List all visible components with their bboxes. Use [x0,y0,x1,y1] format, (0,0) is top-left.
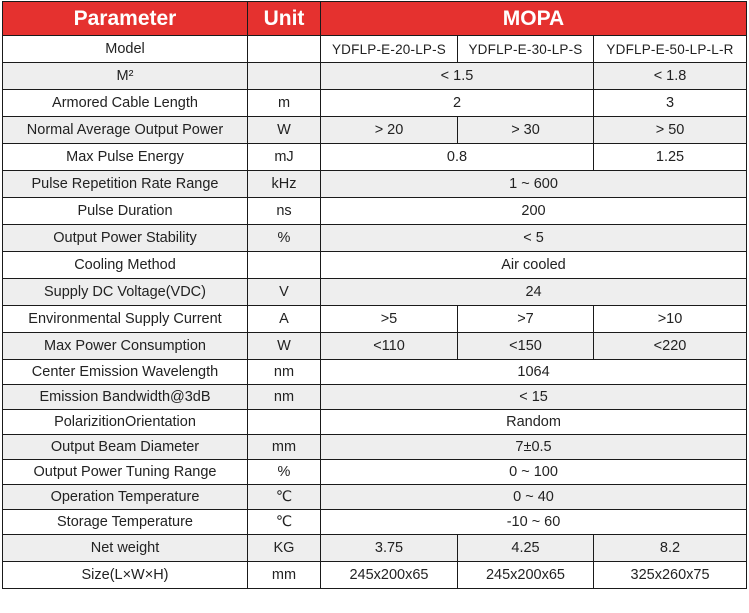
unit-cell: W [248,333,321,360]
unit-cell [248,36,321,63]
unit-cell: KG [248,535,321,562]
unit-cell: ℃ [248,485,321,510]
parameter-cell: Environmental Supply Current [3,306,248,333]
unit-cell: mm [248,562,321,589]
table-row [3,333,747,360]
unit-cell: % [248,460,321,485]
parameter-cell: Net weight [3,535,248,562]
value-cell: < 1.5 [321,63,594,90]
value-cell: 4.25 [458,535,594,562]
parameter-cell: Center Emission Wavelength [3,360,248,385]
parameter-cell: Max Power Consumption [3,333,248,360]
table-row [3,306,747,333]
unit-cell [248,63,321,90]
header-row [3,2,747,36]
parameter-cell: Storage Temperature [3,510,248,535]
value-cell: 3.75 [321,535,458,562]
unit-cell: ns [248,198,321,225]
unit-cell [248,252,321,279]
value-cell: -10 ~ 60 [321,510,747,535]
table-row [3,485,747,510]
table-row [3,435,747,460]
parameter-cell: Armored Cable Length [3,90,248,117]
value-cell: YDFLP-E-20-LP-S [321,36,458,63]
parameter-cell: Output Power Stability [3,225,248,252]
value-cell: Air cooled [321,252,747,279]
table-row [3,90,747,117]
parameter-cell: Pulse Duration [3,198,248,225]
value-cell: > 50 [594,117,747,144]
value-cell: 0 ~ 40 [321,485,747,510]
table-row [3,36,747,63]
parameter-cell: Cooling Method [3,252,248,279]
table-row [3,535,747,562]
header-unit: Unit [248,2,321,36]
parameter-cell: Normal Average Output Power [3,117,248,144]
unit-cell: % [248,225,321,252]
value-cell: < 5 [321,225,747,252]
table-row [3,63,747,90]
table-row [3,171,747,198]
value-cell: <150 [458,333,594,360]
value-cell: 1 ~ 600 [321,171,747,198]
unit-cell: A [248,306,321,333]
parameter-cell: M² [3,63,248,90]
header-parameter: Parameter [3,2,248,36]
value-cell: 0 ~ 100 [321,460,747,485]
table-row [3,562,747,589]
value-cell: >7 [458,306,594,333]
value-cell: YDFLP-E-30-LP-S [458,36,594,63]
value-cell: 1.25 [594,144,747,171]
value-cell: > 20 [321,117,458,144]
parameter-cell: Operation Temperature [3,485,248,510]
value-cell: < 15 [321,385,747,410]
value-cell: Random [321,410,747,435]
table-row [3,460,747,485]
value-cell: 245x200x65 [321,562,458,589]
unit-cell: m [248,90,321,117]
value-cell: 24 [321,279,747,306]
parameter-cell: Pulse Repetition Rate Range [3,171,248,198]
value-cell: > 30 [458,117,594,144]
parameter-cell: Size(L×W×H) [3,562,248,589]
unit-cell: V [248,279,321,306]
value-cell: >5 [321,306,458,333]
value-cell: 2 [321,90,594,117]
value-cell: <110 [321,333,458,360]
value-cell: 200 [321,198,747,225]
table-row [3,144,747,171]
table-row [3,252,747,279]
parameter-cell: PolarizitionOrientation [3,410,248,435]
parameter-cell: Emission Bandwidth@3dB [3,385,248,410]
table-row [3,279,747,306]
table-row [3,410,747,435]
value-cell: >10 [594,306,747,333]
value-cell: <220 [594,333,747,360]
value-cell: 3 [594,90,747,117]
unit-cell: ℃ [248,510,321,535]
unit-cell [248,410,321,435]
table-row [3,510,747,535]
value-cell: 245x200x65 [458,562,594,589]
parameter-cell: Model [3,36,248,63]
parameter-cell: Output Power Tuning Range [3,460,248,485]
table-row [3,385,747,410]
unit-cell: nm [248,385,321,410]
value-cell: 8.2 [594,535,747,562]
unit-cell: mm [248,435,321,460]
value-cell: < 1.8 [594,63,747,90]
parameter-cell: Max Pulse Energy [3,144,248,171]
parameter-cell: Supply DC Voltage(VDC) [3,279,248,306]
table-row [3,117,747,144]
header-mopa: MOPA [321,2,747,36]
unit-cell: kHz [248,171,321,198]
parameter-cell: Output Beam Diameter [3,435,248,460]
unit-cell: nm [248,360,321,385]
table-row [3,198,747,225]
spec-table [2,1,747,589]
value-cell: 325x260x75 [594,562,747,589]
value-cell: 1064 [321,360,747,385]
value-cell: 0.8 [321,144,594,171]
unit-cell: W [248,117,321,144]
table-row [3,360,747,385]
value-cell: 7±0.5 [321,435,747,460]
unit-cell: mJ [248,144,321,171]
value-cell: YDFLP-E-50-LP-L-R [594,36,747,63]
spec-body [3,36,747,589]
table-row [3,225,747,252]
